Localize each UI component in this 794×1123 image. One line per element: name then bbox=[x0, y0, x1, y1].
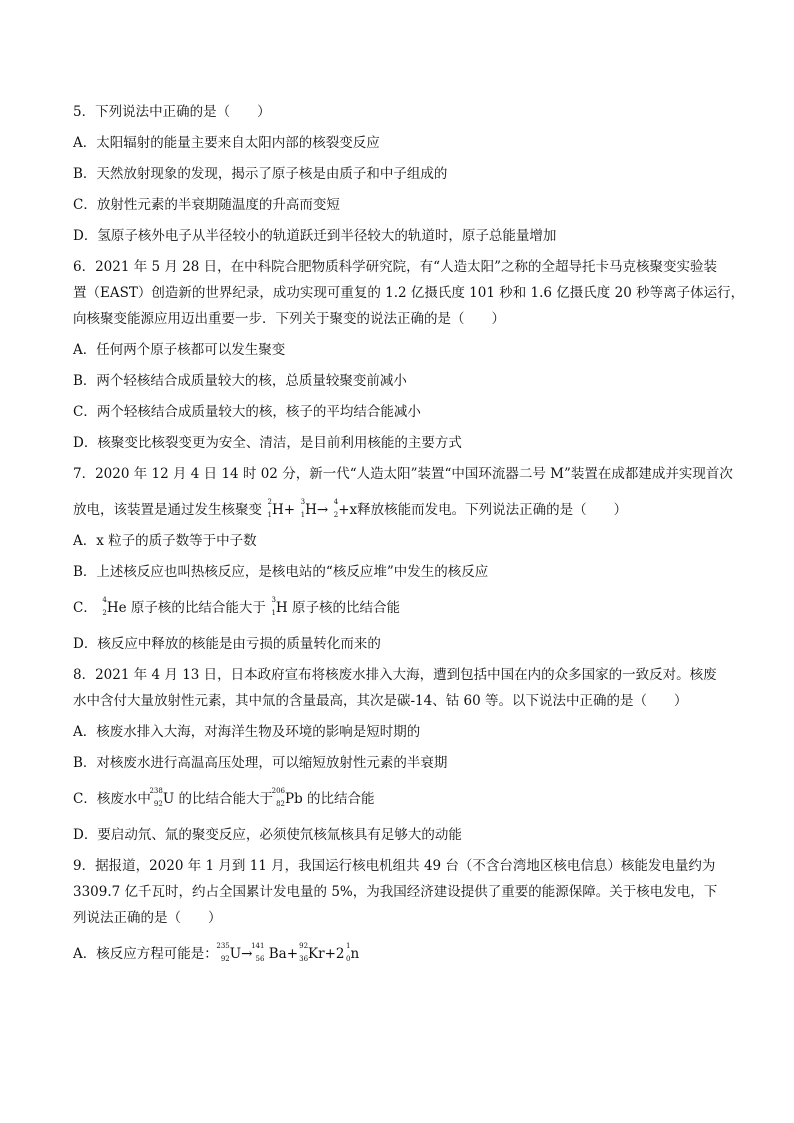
q9-option-a: A．核反应方程可能是： 235 92 U→ 141 56 Ba+ 92 36 Kr+2 1 0 n bbox=[73, 942, 360, 963]
q5-stem: 5．下列说法中正确的是（ ） bbox=[73, 104, 271, 120]
nuclide-n1: 1 0 bbox=[346, 942, 351, 963]
q6-option-c: C．两个轻核结合成质量较大的核，核子的平均结合能减小 bbox=[73, 404, 421, 420]
q5-option-b: B．天然放射现象的发现，揭示了原子核是由质子和中子组成的 bbox=[73, 166, 448, 182]
nuclide-h3: 3 1 bbox=[271, 596, 276, 617]
nuclide-u235: 235 92 bbox=[216, 942, 230, 963]
nuclide-pb206: 206 82 bbox=[271, 787, 286, 808]
q7-stem-post: +x释放核能而发电。下列说法正确的是（ ） bbox=[338, 502, 628, 518]
nuclide-kr92: 92 36 bbox=[299, 942, 309, 963]
q7-option-b: B．上述核反应也叫热核反应，是核电站的“核反应堆”中发生的核反应 bbox=[73, 564, 489, 580]
q8-option-c: C．核废水中 238 92 U 的比结合能大于 206 82 Pb 的比结合能 bbox=[73, 787, 375, 808]
q7-option-d: D．核反应中释放的核能是由亏损的质量转化而来的 bbox=[73, 636, 381, 652]
nuclide-ba141: 141 56 bbox=[251, 942, 265, 963]
q9-stem-line3: 列说法正确的是（ ） bbox=[73, 910, 222, 926]
nuclide-h2: 2 1 bbox=[267, 498, 272, 519]
q7-stem-line2: 放电，该装置是通过发生核聚变 2 1 H+ 3 1 H→ 4 2 +x释放核能而发电。下列说法正确的是（ ） bbox=[73, 498, 628, 519]
q6-stem-line2: 置（EAST）创造新的世界纪录，成功实现可重复的 1.2 亿摄氏度 101 秒和 1.6 亿摄氏度 20 秒等离子体运行， bbox=[73, 285, 745, 301]
q5-option-c: C．放射性元素的半衰期随温度的升高而变短 bbox=[73, 197, 340, 213]
q8-option-d: D．要启动氘、氚的聚变反应，必须使氘核氚核具有足够大的动能 bbox=[73, 827, 462, 843]
q8-stem-line2: 水中含付大量放射性元素，其中氚的含量最高，其次是碳-14、钴 60 等。以下说法中正确的是（ ） bbox=[73, 693, 688, 709]
q7-stem-line1: 7．2020 年 12 月 4 日 14 时 02 分，新一代“人造太阳”装置“中国环流器二号 M”装置在成都建成并实现首次 bbox=[73, 466, 733, 482]
q7-option-c: C． 4 2 He 原子核的比结合能大于 3 1 H 原子核的比结合能 bbox=[73, 596, 400, 617]
q9-stem-line1: 9．据报道，2020 年 1 月到 11 月，我国运行核电机组共 49 台（不含台湾地区核电信息）核能发电量约为 bbox=[73, 858, 716, 874]
q5-option-a: A．太阳辐射的能量主要来自太阳内部的核裂变反应 bbox=[73, 135, 380, 151]
q9-stem-line2: 3309.7 亿千瓦时，约占全国累计发电量的 5%，为我国经济建设提供了重要的能源保障。关于核电发电，下 bbox=[73, 884, 718, 900]
nuclide-he4: 4 2 bbox=[102, 596, 107, 617]
q8-option-b: B．对核废水进行高温高压处理，可以缩短放射性元素的半衰期 bbox=[73, 755, 448, 771]
q6-stem-line3: 向核聚变能源应用迈出重要一步．下列关于聚变的说法正确的是（ ） bbox=[73, 311, 505, 327]
nuclide-he4: 4 2 bbox=[333, 498, 339, 519]
q7-option-a: A．x 粒子的质子数等于中子数 bbox=[73, 533, 257, 549]
q7-stem-pre: 放电，该装置是通过发生核聚变 bbox=[73, 502, 262, 518]
q6-option-b: B．两个轻核结合成质量较大的核，总质量较聚变前减小 bbox=[73, 373, 407, 389]
question-sheet bbox=[73, 102, 745, 964]
q8-stem-line1: 8．2021 年 4 月 13 日，日本政府宣布将核废水排入大海，遭到包括中国在内的众多国家的一致反对。核废 bbox=[73, 667, 717, 683]
q6-option-d: D．核聚变比核裂变更为安全、清洁，是目前利用核能的主要方式 bbox=[73, 435, 462, 451]
nuclide-h3: 3 1 bbox=[300, 498, 306, 519]
nuclide-u238: 238 92 bbox=[149, 787, 163, 808]
q6-stem-line1: 6．2021 年 5 月 28 日，在中科院合肥物质科学研究院，有“人造太阳”之称的全超导托卡马克核聚变实验装 bbox=[73, 259, 717, 275]
q5-option-d: D．氢原子核外电子从半径较小的轨道跃迁到半径较大的轨道时，原子总能量增加 bbox=[73, 228, 557, 244]
q8-option-a: A．核废水排入大海，对海洋生物及环境的影响是短时期的 bbox=[73, 724, 421, 740]
q6-option-a: A．任何两个原子核都可以发生聚变 bbox=[73, 342, 286, 358]
